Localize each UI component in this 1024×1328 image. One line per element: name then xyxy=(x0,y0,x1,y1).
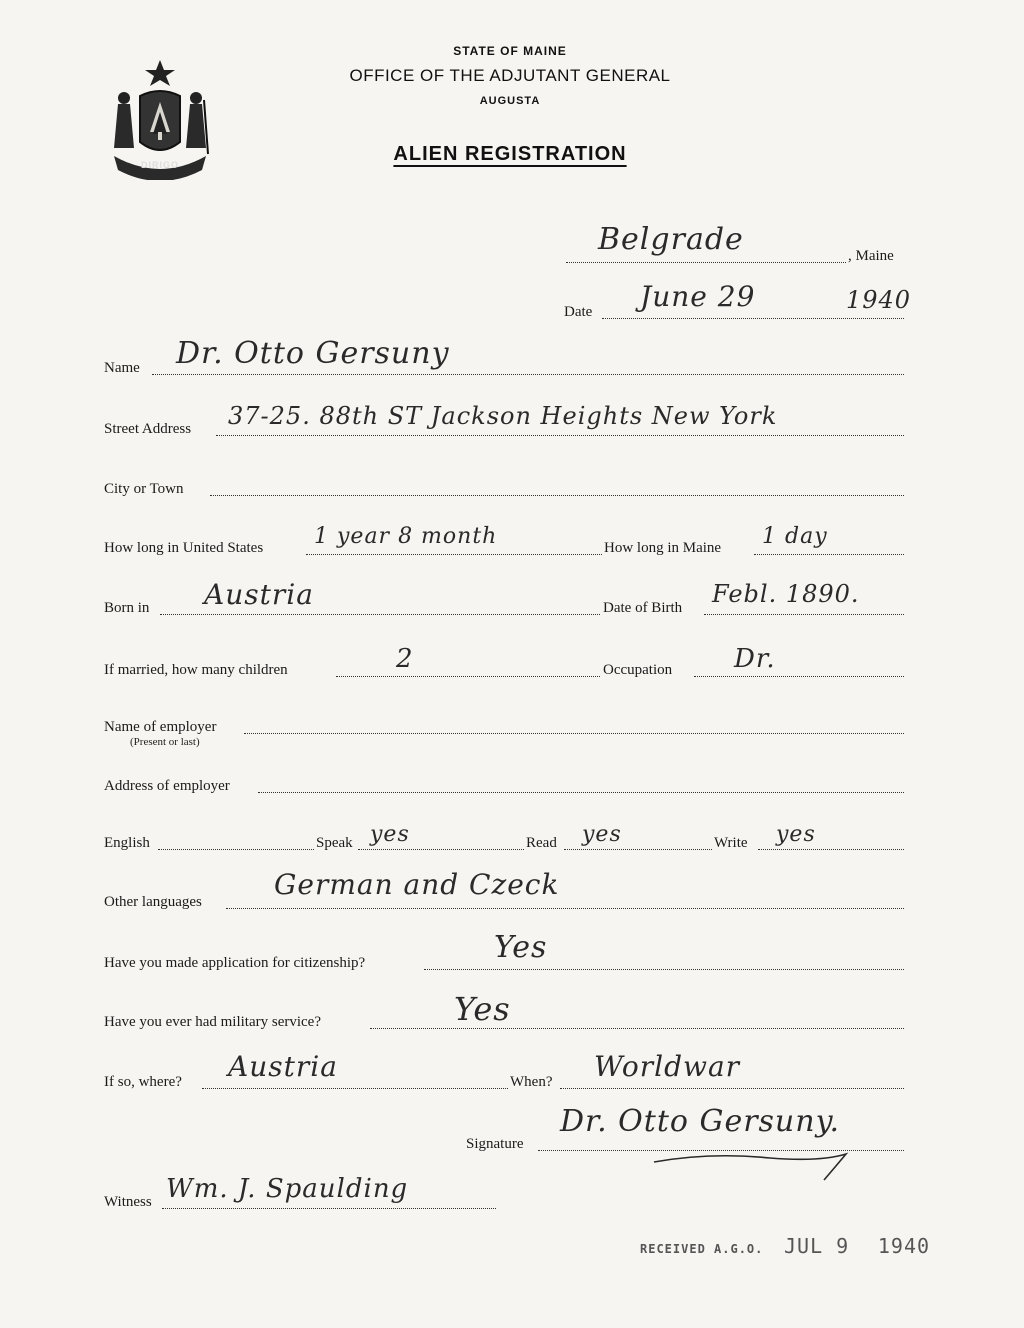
citizenship-line xyxy=(424,969,904,970)
write-label: Write xyxy=(714,835,748,851)
children-line xyxy=(336,676,600,677)
employer-label: Name of employer xyxy=(104,719,217,735)
speak-label: Speak xyxy=(316,835,353,851)
city-line xyxy=(210,495,904,496)
date-line xyxy=(602,318,904,319)
employer-address-label: Address of employer xyxy=(104,778,230,794)
born-value: Austria xyxy=(204,578,314,611)
employer-sublabel: (Present or last) xyxy=(130,736,200,748)
office-heading: OFFICE OF THE ADJUTANT GENERAL xyxy=(349,66,671,85)
write-line xyxy=(758,849,904,850)
where-line xyxy=(202,1088,508,1089)
languages-value: German and Czeck xyxy=(274,868,560,901)
maine-time-label: How long in Maine xyxy=(604,540,722,556)
witness-line xyxy=(162,1208,496,1209)
citizenship-value: Yes xyxy=(494,930,548,965)
maine-time-value: 1 day xyxy=(762,524,828,549)
us-time-label: How long in United States xyxy=(104,540,264,556)
read-line xyxy=(564,849,712,850)
signature-label: Signature xyxy=(466,1136,524,1152)
date-value: June 29 xyxy=(640,280,756,313)
town-value: Belgrade xyxy=(598,222,744,257)
read-label: Read xyxy=(526,835,557,851)
read-value: yes xyxy=(582,822,622,847)
where-value: Austria xyxy=(228,1050,338,1083)
maine-time-line xyxy=(754,554,904,555)
name-label: Name xyxy=(104,360,140,376)
dob-line xyxy=(704,614,904,615)
write-value: yes xyxy=(776,822,816,847)
street-value: 37-25. 88th ST Jackson Heights New York xyxy=(228,402,778,430)
us-time-value: 1 year 8 month xyxy=(314,524,498,549)
name-value: Dr. Otto Gersuny xyxy=(176,336,450,371)
children-value: 2 xyxy=(396,644,414,674)
name-line xyxy=(152,374,904,375)
when-value: Worldwar xyxy=(594,1050,741,1083)
date-label: Date xyxy=(564,304,593,320)
stamp-received: RECEIVED A.G.O. xyxy=(640,1242,764,1256)
military-line xyxy=(370,1028,904,1029)
english-label: English xyxy=(104,835,150,851)
seal-motto: DIRIGO xyxy=(140,160,179,170)
stamp-date: JUL 9 xyxy=(784,1234,850,1258)
citizenship-label: Have you made application for citizenship? xyxy=(104,955,366,971)
children-label: If married, how many children xyxy=(104,662,288,678)
town-line xyxy=(566,262,846,263)
occupation-label: Occupation xyxy=(603,662,673,678)
languages-label: Other languages xyxy=(104,894,202,910)
signature-value: Dr. Otto Gersuny. xyxy=(560,1104,841,1139)
dob-value: Febl. 1890. xyxy=(712,580,860,608)
occupation-line xyxy=(694,676,904,677)
speak-value: yes xyxy=(370,822,410,847)
date-year: 1940 xyxy=(846,286,912,314)
us-time-line xyxy=(306,554,602,555)
when-label: When? xyxy=(510,1074,553,1090)
english-line xyxy=(158,849,314,850)
street-label: Street Address xyxy=(104,421,192,437)
city-heading: AUGUSTA xyxy=(479,95,541,107)
employer-line xyxy=(244,733,904,734)
state-label: , Maine xyxy=(848,248,894,264)
military-label: Have you ever had military service? xyxy=(104,1014,321,1030)
street-line xyxy=(216,435,904,436)
born-label: Born in xyxy=(104,600,150,616)
city-label: City or Town xyxy=(104,481,184,497)
witness-value: Wm. J. Spaulding xyxy=(166,1174,409,1204)
born-line xyxy=(160,614,600,615)
received-stamp xyxy=(640,1234,930,1258)
occupation-value: Dr. xyxy=(734,644,776,674)
military-value: Yes xyxy=(454,990,511,1028)
stamp-year: 1940 xyxy=(877,1234,931,1258)
employer-address-line xyxy=(258,792,904,793)
state-heading: STATE OF MAINE xyxy=(453,44,567,58)
form-title: ALIEN REGISTRATION xyxy=(393,143,627,165)
witness-label: Witness xyxy=(104,1194,152,1210)
dob-label: Date of Birth xyxy=(603,600,683,616)
languages-line xyxy=(226,908,904,909)
where-label: If so, where? xyxy=(104,1074,182,1090)
when-line xyxy=(560,1088,904,1089)
speak-line xyxy=(358,849,524,850)
signature-flourish-icon xyxy=(650,1140,860,1184)
